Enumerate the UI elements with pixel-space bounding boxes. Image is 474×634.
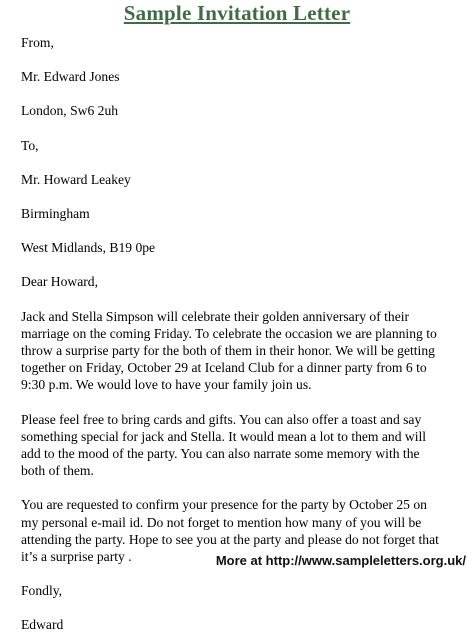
paragraph-line: Please feel free to bring cards and gifts. You can also offer a toast and say xyxy=(21,411,422,427)
paragraph-line: 9:30 p.m. We would love to have your family join us. xyxy=(21,377,312,393)
letter-body xyxy=(21,34,461,634)
paragraph-line: marriage on the coming Friday. To celebrate the occasion we are planning to xyxy=(21,325,437,341)
sender-address: London, Sw6 2uh xyxy=(21,103,119,119)
paragraph-2 xyxy=(21,411,461,480)
letter-title: Sample Invitation Letter xyxy=(123,1,351,25)
sender-name: Mr. Edward Jones xyxy=(21,69,120,85)
signature: Edward xyxy=(21,617,64,633)
paragraph-line: together on Friday, October 29 at Iceland Club for a dinner party from 6 to xyxy=(21,360,427,376)
paragraph-line: attending the party. Hope to see you at the party and please do not forget that xyxy=(21,531,439,547)
footer-link[interactable]: More at http://www.sampleletters.org.uk/ xyxy=(215,553,466,568)
salutation: Dear Howard, xyxy=(21,274,98,290)
paragraph-line: my personal e-mail id. Do not forget to mention how many of you will be xyxy=(21,514,422,530)
paragraph-line: it’s a surprise party . xyxy=(21,549,132,565)
paragraph-1 xyxy=(21,308,461,394)
recipient-label: To, xyxy=(21,137,39,153)
recipient-region: West Midlands, B19 0pe xyxy=(21,240,156,256)
paragraph-line: both of them. xyxy=(21,463,94,479)
recipient-name: Mr. Howard Leakey xyxy=(21,171,131,187)
paragraph-line: You are requested to confirm your presence for the party by October 25 on xyxy=(21,497,427,513)
sender-label: From, xyxy=(21,35,54,50)
paragraph-line: Jack and Stella Simpson will celebrate their golden anniversary of their xyxy=(21,308,410,324)
recipient-city: Birmingham xyxy=(21,206,90,222)
paragraph-line: add to the mood of the party. You can also narrate some memory with the xyxy=(21,446,420,462)
paragraph-line: throw a surprise party for the both of them in their honor. We will be getting xyxy=(21,343,435,359)
closing: Fondly, xyxy=(21,583,63,599)
paragraph-line: something special for jack and Stella. It would mean a lot to them and will xyxy=(21,428,427,444)
